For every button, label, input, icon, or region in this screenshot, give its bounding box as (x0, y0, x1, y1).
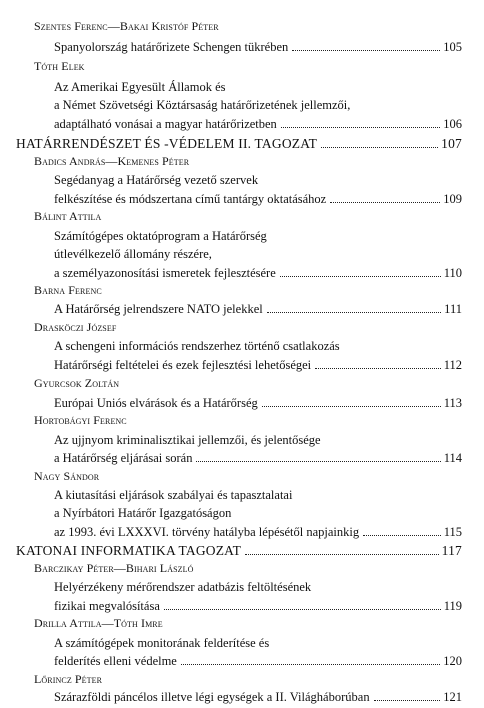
toc-entry-line: Helyérzékeny mérőrendszer adatbázis feltöltésének (54, 580, 312, 595)
toc-entry-line: A számítógépek monitorának felderítése és (54, 635, 270, 650)
toc-entry-line: Az Amerikai Egyesült Államok és (54, 80, 226, 94)
toc-entry-line: A schengeni információs rendszerhez történő csatlakozás (54, 339, 340, 354)
toc-entry-line: útlevélkezelő állomány részére, (54, 247, 212, 262)
toc-author: Barna Ferenc (34, 283, 102, 297)
toc-author: Szentes Ferenc—Bakai Kristóf Péter (34, 18, 219, 33)
toc-entry-line (54, 688, 462, 706)
dot-leader (262, 406, 441, 407)
toc-page-number: 106 (443, 116, 462, 131)
toc-entry-line: Az ujjnyom kriminalisztikai jellemzői, és jelentősége (54, 432, 321, 447)
dot-leader (321, 147, 438, 148)
toc-page-number: 120 (443, 654, 462, 669)
dot-leader (280, 276, 441, 277)
dot-leader (164, 609, 441, 610)
toc-entry-title: az 1993. évi LXXXVI. törvény hatályba lépésétől napjainkig (54, 524, 360, 539)
dot-leader (315, 368, 441, 369)
section-title: KATONAI INFORMATIKA TAGOZAT (16, 543, 242, 559)
toc-page-number: 107 (441, 136, 462, 152)
toc-author: Tóth Elek (34, 58, 85, 73)
toc-author: Nagy Sándor (34, 468, 100, 483)
toc-entry-line (54, 356, 462, 374)
toc-entry-title: A Határőrség jelrendszere NATO jelekkel (54, 302, 263, 317)
toc-entry-title: Szárazföldi páncélos illetve légi egységek a II. Világháborúban (54, 690, 370, 704)
toc-entry-line (54, 115, 462, 133)
toc-entry-line (54, 652, 462, 670)
dot-leader (374, 700, 441, 701)
toc-page-number: 110 (443, 265, 462, 280)
toc-author: Barczikay Péter—Bihari László (34, 560, 194, 575)
toc-entry-title: Határőrségi feltételei és ezek fejlesztési lehetőségei (54, 357, 312, 372)
toc-entry-line: Segédanyag a Határőrség vezető szervek (54, 173, 259, 188)
dot-leader (181, 664, 440, 665)
toc-author: Lőrincz Péter (34, 671, 103, 686)
toc-entry-line (54, 300, 462, 318)
dot-leader (292, 50, 440, 51)
toc-section-heading (16, 135, 462, 153)
dot-leader (196, 461, 440, 462)
toc-author: Drasköczi József (34, 319, 117, 334)
toc-entry-line (54, 449, 462, 467)
toc-entry-title: adaptálható vonásai a magyar határőrizetben (54, 116, 277, 131)
toc-entry-line: a Német Szövetségi Köztársaság határőrizetének jellemzői, (54, 98, 351, 113)
toc-entry-line (54, 264, 462, 282)
toc-entry-title: felderítés elleni védelme (54, 654, 177, 669)
toc-entry-line (54, 523, 462, 541)
toc-entry-line (54, 38, 462, 56)
toc-entry-line: Számítógépes oktatóprogram a Határőrség (54, 228, 267, 243)
dot-leader (363, 535, 441, 536)
toc-page-number: 114 (443, 451, 462, 465)
section-title: HATÁRRENDÉSZET ÉS -VÉDELEM II. TAGOZAT (16, 136, 318, 152)
toc-page-number: 119 (443, 598, 462, 613)
toc-page-number: 112 (443, 357, 462, 372)
dot-leader (281, 127, 440, 128)
toc-page-number: 117 (441, 543, 462, 559)
toc-entry-line: A kiutasítási eljárások szabályai és tapasztalatai (54, 488, 293, 502)
toc-entry-line: a Nyírbátori Határőr Igazgatóságon (54, 506, 232, 521)
toc-page-number: 111 (444, 302, 462, 317)
toc-author: Badics András—Kemenes Péter (34, 153, 190, 168)
toc-entry-title: fizikai megvalósítása (54, 598, 160, 613)
toc-page-number: 109 (443, 191, 462, 206)
dot-leader (330, 202, 440, 203)
toc-entry-title: felkészítése és módszertana című tantárgy oktatásához (54, 191, 327, 206)
toc-page-number: 115 (443, 524, 462, 539)
toc-entry-title: a személyazonosítási ismeretek fejlesztésére (54, 265, 276, 280)
toc-author: Hortobágyi Ferenc (34, 413, 127, 428)
toc-entry-line (54, 394, 462, 412)
dot-leader (267, 312, 441, 313)
toc-entry-line (54, 190, 462, 208)
toc-author: Gyurcsok Zoltán (34, 376, 120, 391)
toc-entry-title: Spanyolország határőrizete Schengen tükrében (54, 40, 289, 55)
toc-entry-title: Európai Uniós elvárások és a Határőrség (54, 395, 258, 410)
toc-entry-line (54, 597, 462, 615)
toc-section-heading (16, 542, 462, 560)
toc-page-number: 105 (443, 40, 462, 55)
toc-entry-title: a Határőrség eljárásai során (54, 451, 193, 465)
toc-page-number: 113 (443, 395, 462, 410)
toc-author: Bálint Attila (34, 209, 102, 224)
toc-page-number: 121 (443, 690, 462, 704)
dot-leader (245, 554, 439, 555)
toc-author: Drilla Attila—Tóth Imre (34, 616, 163, 631)
